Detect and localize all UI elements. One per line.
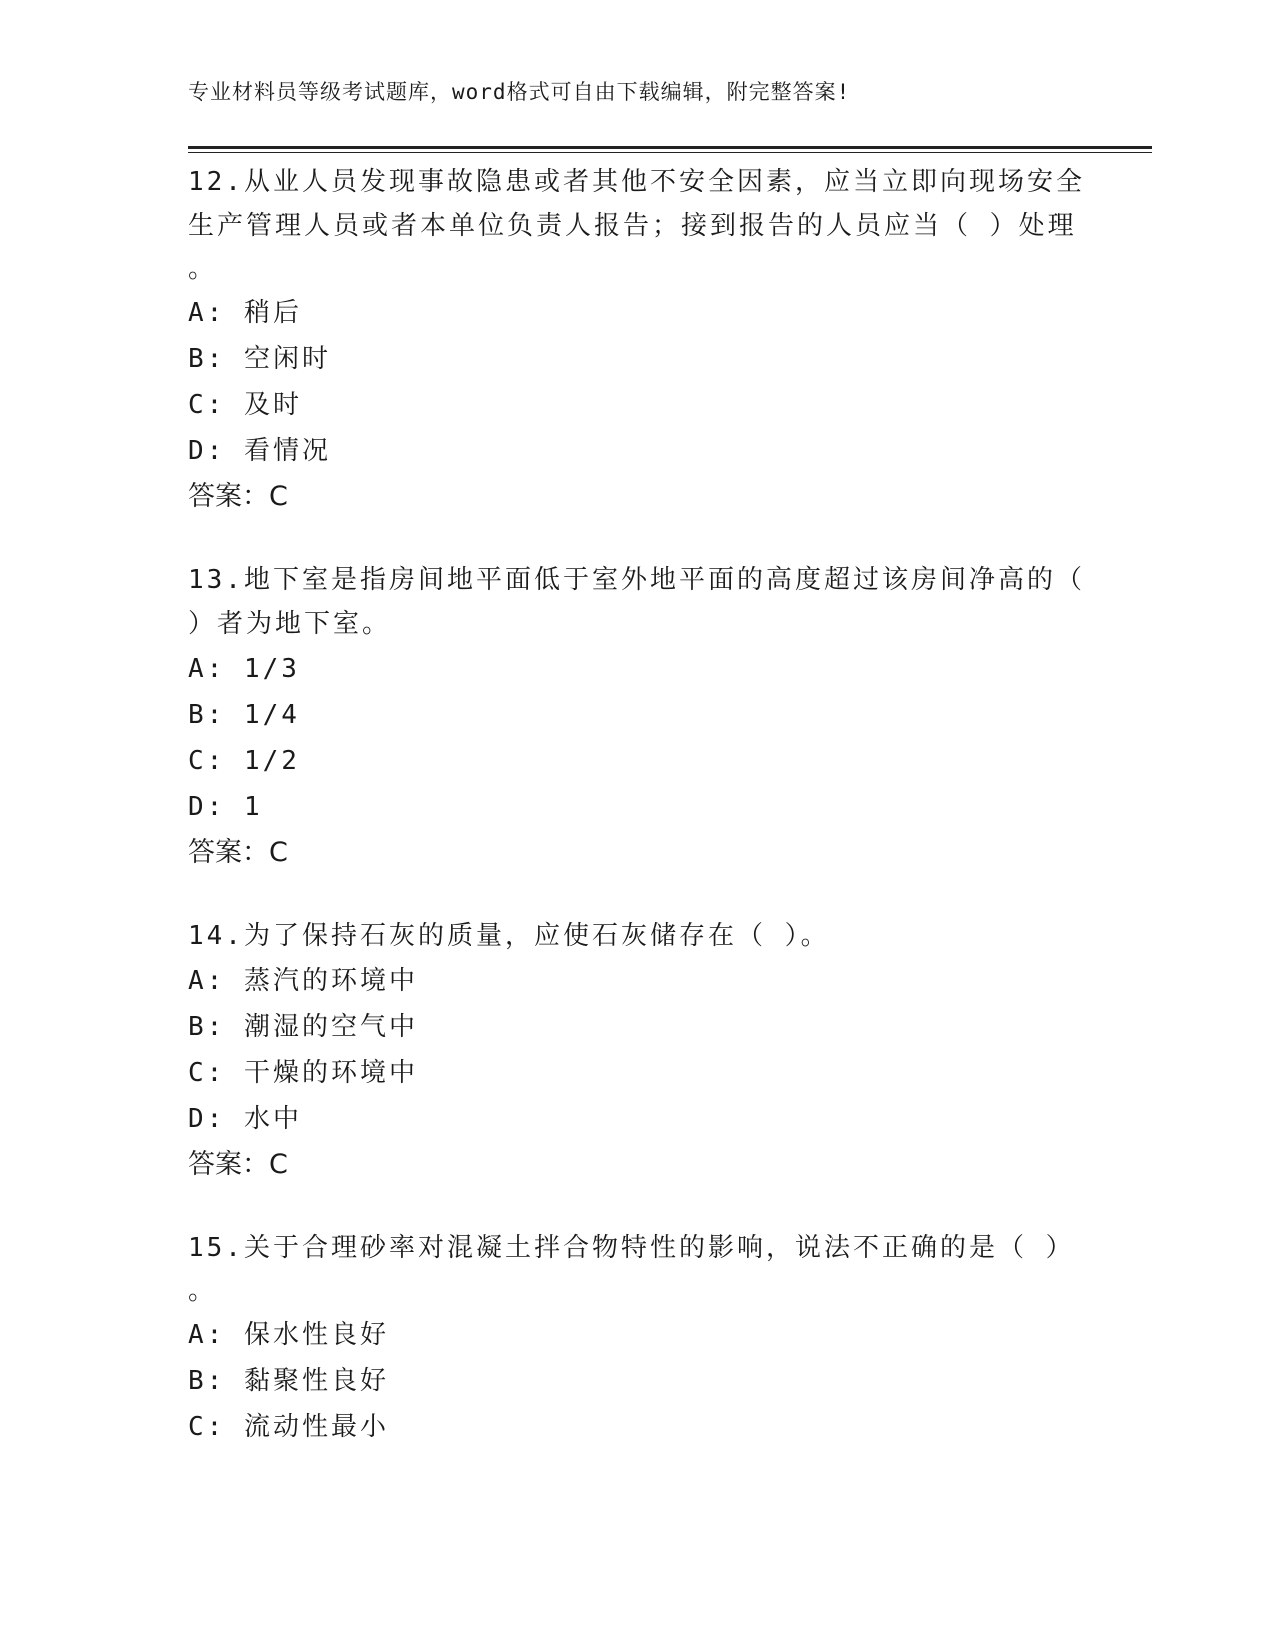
question-13 [188, 558, 1088, 876]
question-14 [188, 914, 1088, 1188]
option-d: D: 看情况 [188, 436, 331, 466]
answer-line: 答案：C [188, 481, 288, 512]
question-spacer [188, 520, 1088, 558]
option-b: B: 潮湿的空气中 [188, 1012, 418, 1042]
question-stem-line: 14.为了保持石灰的质量，应使石灰储存在（ ）。 [188, 921, 830, 951]
option-b: B: 1/4 [188, 700, 300, 730]
option-c: C: 及时 [188, 390, 302, 420]
header-divider-thin [188, 152, 1152, 153]
question-stem-line: 13.地下室是指房间地平面低于室外地平面的高度超过该房间净高的（ [188, 565, 1085, 595]
question-stem-tail: 。 [188, 254, 215, 284]
question-stem-tail: 。 [188, 1276, 215, 1306]
option-c: C: 干燥的环境中 [188, 1058, 418, 1088]
option-a: A: 1/3 [188, 654, 300, 684]
question-stem-line: ）者为地下室。 [188, 609, 392, 639]
page-header: 专业材料员等级考试题库，word格式可自由下载编辑，附完整答案! [188, 80, 851, 104]
option-c: C: 流动性最小 [188, 1412, 389, 1442]
option-a: A: 稍后 [188, 298, 302, 328]
option-b: B: 空闲时 [188, 344, 331, 374]
question-15 [188, 1226, 1088, 1450]
question-list [188, 160, 1088, 1450]
header-divider-thick [188, 146, 1152, 149]
question-stem-line: 12.从业人员发现事故隐患或者其他不安全因素，应当立即向现场安全 [188, 167, 1085, 197]
question-12 [188, 160, 1088, 520]
question-stem-line: 15.关于合理砂率对混凝土拌合物特性的影响，说法不正确的是（ ） [188, 1233, 1075, 1263]
option-c: C: 1/2 [188, 746, 300, 776]
option-d: D: 水中 [188, 1104, 302, 1134]
option-d: D: 1 [188, 792, 263, 822]
option-b: B: 黏聚性良好 [188, 1366, 389, 1396]
option-a: A: 保水性良好 [188, 1320, 389, 1350]
answer-line: 答案：C [188, 1149, 288, 1180]
option-a: A: 蒸汽的环境中 [188, 966, 418, 996]
question-spacer [188, 876, 1088, 914]
answer-line: 答案：C [188, 837, 288, 868]
question-stem-line: 生产管理人员或者本单位负责人报告；接到报告的人员应当（ ）处理 [188, 211, 1077, 241]
question-spacer [188, 1188, 1088, 1226]
